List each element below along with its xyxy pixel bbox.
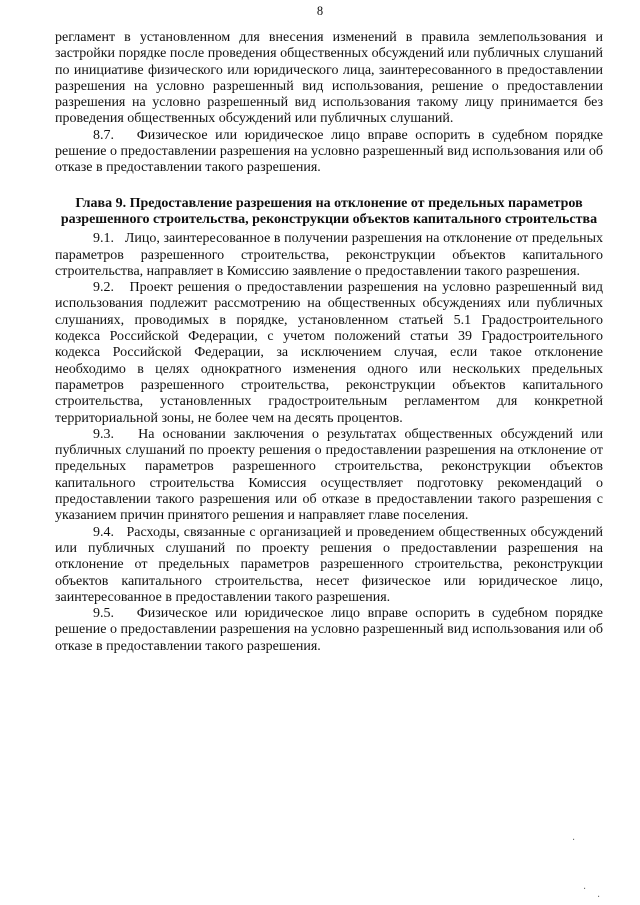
scan-speck: ·: [572, 835, 576, 846]
document-body: [55, 30, 603, 655]
chapter-9-title: Глава 9. Предоставление разрешения на отклонение от предельных параметров разрешенного строительства, реконструкции объектов капитального строительства: [60, 195, 598, 227]
paragraph-9-2: 9.2. Проект решения о предоставлении разрешения на условно разрешенный вид использования подлежит рассмотрению на общественных обсуждениях или публичных слушаниях, проводимых в порядке, установленном статьей 5.1 Градостроительного кодекса Российской Федерации, с учетом положений статьи 39 Градостроительного кодекса Российской Федерации, за исключением случая, если такое отклонение необходимо в целях однократного изменения одного или нескольких предельных параметров разрешенного строительства, реконструкции объектов капитального строительства, установленных градостроительным регламентом для конкретной территориальной зоны, не более чем на десять процентов.: [55, 280, 603, 426]
paragraph-9-4: 9.4. Расходы, связанные с организацией и проведением общественных обсуждений или публичных слушаний по проекту решения о предоставлении разрешения на отклонение от предельных параметров разрешенного строительства, реконструкции объектов капитального строительства, несет физическое или юридическое лицо, заинтересованное в предоставлении такого разрешения.: [55, 524, 603, 605]
paragraph-9-1: 9.1. Лицо, заинтересованное в получении разрешения на отклонение от предельных параметров разрешенного строительства, реконструкции объектов капитального строительства, направляет в Комиссию заявление о предоставлении такого разрешения.: [55, 231, 603, 279]
paragraph-continuation: регламент в установленном для внесения изменений в правила землепользования и застройки порядке после проведения общественных обсуждений или публичных слушаний по инициативе физического или юридического лица, заинтересованного в предоставлении разрешения на условно разрешенный вид использования, решение о предоставлении разрешения на условно разрешенный вид использования такому лицу принимается без проведения общественных обсуждений или публичных слушаний.: [55, 30, 603, 127]
page-number: 8: [316, 4, 324, 18]
paragraph-9-3: 9.3. На основании заключения о результатах общественных обсуждений или публичных слушаний по проекту решения о предоставлении разрешения на отклонение от предельных параметров разрешенного строительства, реконструкции объектов капитального строительства Комиссия осуществляет подготовку рекомендаций о предоставлении такого разрешения или об отказе в предоставлении такого разрешения с указанием причин принятого решения и направляет главе поселения.: [55, 426, 603, 524]
paragraph-9-5: 9.5. Физическое или юридическое лицо вправе оспорить в судебном порядке решение о предоставлении разрешения на условно разрешенный вид использования или об отказе в предоставлении такого разрешения.: [55, 606, 603, 654]
scan-speck: ·: [583, 884, 587, 895]
paragraph-8-7: 8.7. Физическое или юридическое лицо вправе оспорить в судебном порядке решение о предоставлении разрешения на условно разрешенный вид использования или об отказе в предоставлении такого разрешения.: [55, 127, 603, 176]
scan-speck: ·: [597, 892, 601, 903]
